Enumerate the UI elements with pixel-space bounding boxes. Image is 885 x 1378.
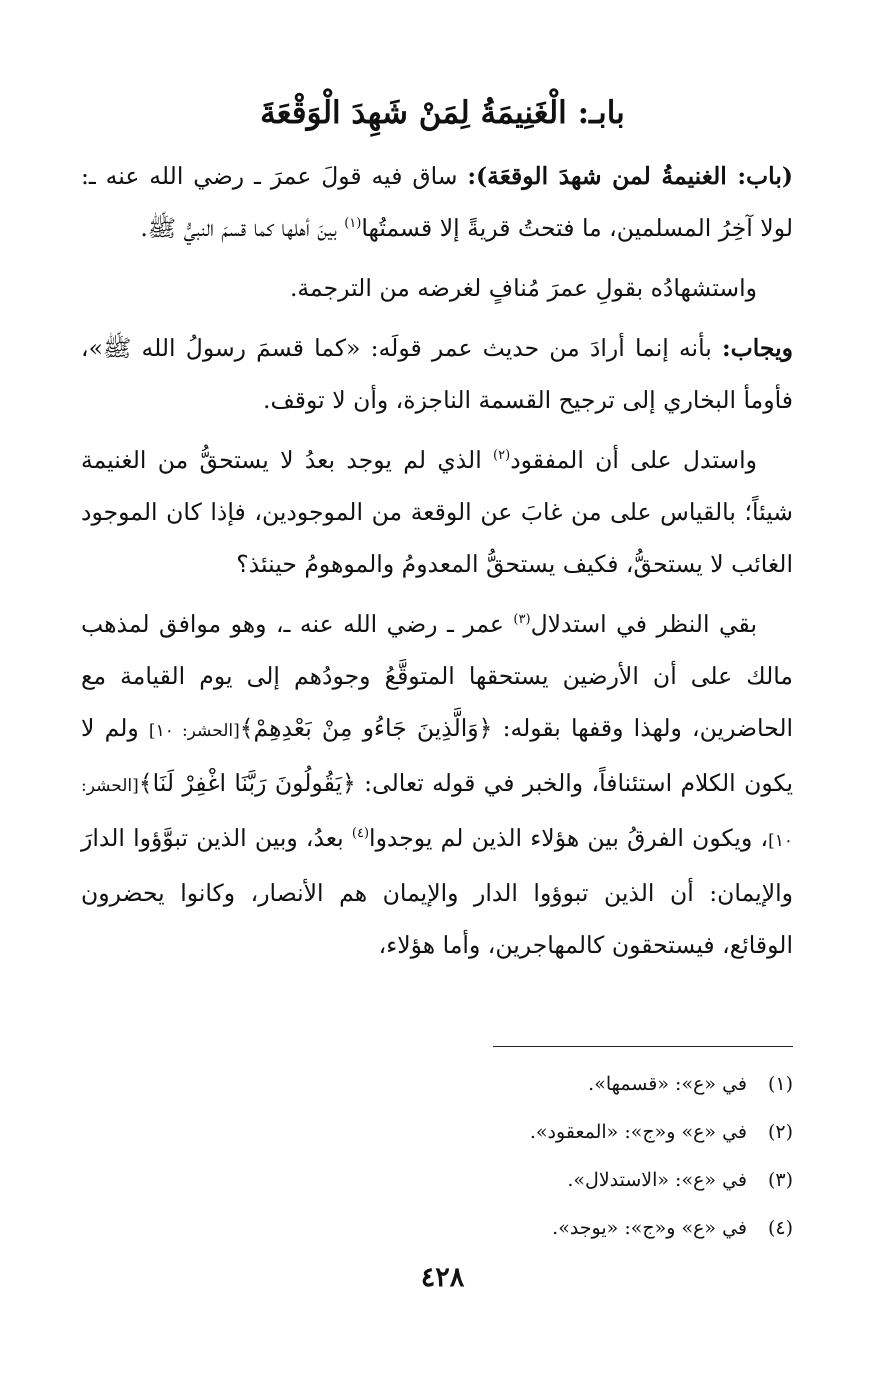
- paragraph-5: [81, 598, 793, 971]
- paragraph-lead: ويجاب:: [721, 334, 793, 362]
- footnote-ref: (٣): [513, 612, 531, 628]
- paragraph-text: ولم لا يكون الكلام استئنافاً، والخبر في قوله تعالى: ﴿يَقُولُونَ رَبَّنَا اغْفِرْ لَنَا﴾: [81, 714, 793, 797]
- paragraph-text: الذي لم يوجد بعدُ لا يستحقُّ من الغنيمة شيئاً؛ بالقياس على من غابَ عن الوقعة من الموجودين، فإذا كان الموجود الغائب لا يستحقُّ، فكيف يستحقُّ المعدومُ والموهومُ حينئذ؟: [81, 446, 793, 578]
- paragraph-text: عمر ـ رضي الله عنه ـ، وهو موافق لمذهب مالك على أن الأرضين يستحقها المتوقَّعُ وجودُهم إلى يوم القيامة مع الحاضرين، ولهذا وقفها بقوله: ﴿وَالَّذِينَ جَاءُو مِنْ بَعْدِهِمْ﴾: [81, 610, 794, 742]
- footnote-number: (١): [767, 1073, 793, 1095]
- footnote-text: في «ع»: «قسمها».: [588, 1073, 747, 1095]
- paragraph-text: بينَ أهلها كما قسمَ النبيُّ ﷺ.: [140, 214, 345, 242]
- paragraph-text: ، ويكون الفرقُ بين هؤلاء الذين لم يوجدوا: [369, 824, 769, 852]
- footnote-ref: (٢): [493, 448, 511, 464]
- paragraph-text: بعدُ، وبين الذين تبوَّؤوا الدارَ والإيمان: أن الذين تبوؤوا الدار والإيمان هم الأنصار، وكانوا يحضرون الوقائع، فيستحقون كالمهاجرين، وأما هؤلاء،: [81, 824, 793, 959]
- paragraph-1: [81, 150, 793, 254]
- footnote-number: (٤): [767, 1217, 793, 1239]
- footnote-ref: (١): [344, 216, 362, 232]
- footnote-text: في «ع» و«ج»: «المعقود».: [529, 1121, 747, 1143]
- footnote-ref: (٤): [351, 826, 370, 842]
- paragraph-text: واستدل على أن المفقود: [510, 446, 757, 474]
- paragraph-4: [81, 434, 793, 590]
- footnote-item: [81, 1060, 793, 1108]
- page-number: ٤٢٨: [420, 1262, 465, 1293]
- footnotes: [81, 1060, 793, 1252]
- paragraph-text: بقي النظر في استدلال: [530, 610, 757, 638]
- paragraph-text: واستشهادُه بقولِ عمرَ مُنافٍ لغرضه من الترجمة.: [289, 274, 757, 302]
- footnote-text: في «ع»: «الاستدلال».: [567, 1169, 747, 1191]
- paragraph-text: ساق فيه قولَ عمرَ ـ رضي الله عنه ـ: لولا آخِرُ المسلمين، ما فتحتُ قريةً إلا قسمتُها: [81, 162, 793, 242]
- footnote-divider: [493, 1046, 793, 1047]
- footnote-item: [81, 1156, 793, 1204]
- paragraph-lead: (باب: الغنيمةُ لمن شهدَ الوقعَة):: [467, 162, 793, 190]
- paragraph-3: [81, 322, 793, 426]
- paragraph-text: بأنه إنما أرادَ من حديث عمر قولَه: «كما قسمَ رسولُ الله ﷺ»، فأومأ البخاري إلى ترجيح القسمة الناجزة، وأن لا توقف.: [81, 334, 793, 414]
- footnote-number: (٢): [767, 1121, 793, 1143]
- footnote-text: في «ع» و«ج»: «يوجد».: [552, 1217, 747, 1239]
- main-text: [81, 150, 793, 979]
- footnote-number: (٣): [767, 1169, 793, 1191]
- footnote-item: [81, 1204, 793, 1252]
- chapter-title: بابـ: الْغَنِيمَةُ لِمَنْ شَهِدَ الْوَقْعَةَ: [260, 95, 625, 131]
- quran-reference: [الحشر: ١٠]: [148, 721, 240, 741]
- paragraph-2: [81, 262, 793, 314]
- quran-reference: [الحشر: ١٠]: [81, 776, 793, 851]
- footnote-item: [81, 1108, 793, 1156]
